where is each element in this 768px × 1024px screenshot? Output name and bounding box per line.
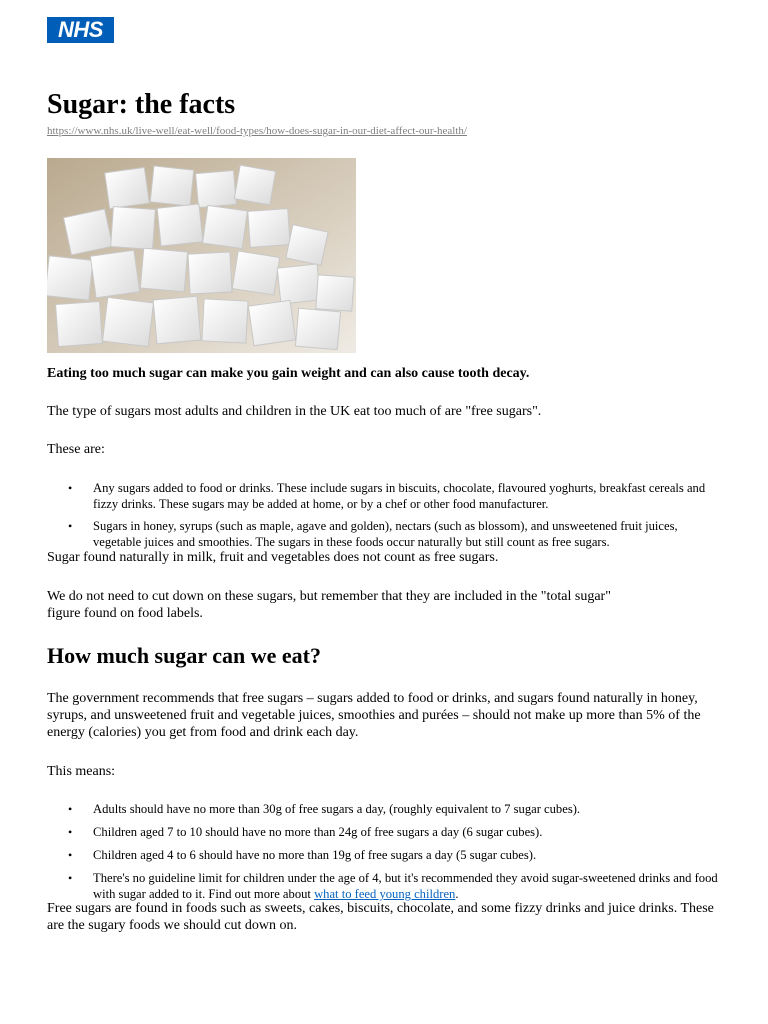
bullet: • [68, 802, 73, 816]
page-title: Sugar: the facts [47, 89, 236, 120]
bullet: • [68, 519, 73, 533]
list-item: • Any sugars added to food or drinks. These include sugars in biscuits, chocolate, flavoured yoghurts, breakfast cereals and fizzy drinks. These sugars may be added at home, or by a chef or other food manufacturer. [68, 481, 706, 511]
natural-sugars-note: Sugar found naturally in milk, fruit and vegetables does not count as free sugars. [47, 550, 499, 565]
sugar-cubes-photo [47, 158, 356, 353]
bullet: • [68, 848, 73, 862]
recommendation-text: The government recommends that free sugars – sugars added to food or drinks, and sugars found naturally in honey, syrups, and unsweetened fruit and vegetable juices, smoothies and purées – should not make up more than 5% of the energy (calories) you get from food and drink each day. [47, 691, 701, 740]
total-sugar-note: We do not need to cut down on these sugars, but remember that they are included in the "total sugar" figure found on food labels. [47, 589, 611, 621]
these-are-label: These are: [47, 442, 105, 457]
list-item: • Sugars in honey, syrups (such as maple, agave and golden), nectars (such as blossom), and unsweetened fruit juices, vegetable juices and smoothies. The sugars in these foods occur naturally but still count as free sugars. [68, 519, 678, 549]
nhs-logo-text: NHS [58, 17, 103, 42]
list-item: • There's no guideline limit for children under the age of 4, but it's recommended they avoid sugar-sweetened drinks and food with sugar added to it. Find out more about what to feed young children. [68, 871, 718, 901]
intro-text: Eating too much sugar can make you gain weight and can also cause tooth decay. [47, 366, 530, 381]
list-item: • Children aged 7 to 10 should have no more than 24g of free sugars a day (6 sugar cubes). [68, 825, 543, 839]
young-children-link[interactable]: what to feed young children [314, 887, 456, 901]
list-item: • Children aged 4 to 6 should have no more than 19g of free sugars a day (5 sugar cubes). [68, 848, 537, 862]
free-sugars-intro: The type of sugars most adults and children in the UK eat too much of are "free sugars". [47, 404, 542, 419]
nhs-logo[interactable] [47, 17, 114, 43]
sugary-foods-note: Free sugars are found in foods such as sweets, cakes, biscuits, chocolate, and some fizzy drinks and juice drinks. These are the sugary foods we should cut down on. [47, 901, 714, 933]
bullet: • [68, 871, 73, 885]
free-sugars-list [0, 480, 768, 550]
list-item: • Adults should have no more than 30g of free sugars a day, (roughly equivalent to 7 sugar cubes). [68, 802, 581, 816]
bullet: • [68, 481, 73, 495]
sugar-limits-list [0, 801, 768, 902]
bullet: • [68, 825, 73, 839]
source-url-link[interactable]: https://www.nhs.uk/live-well/eat-well/food-types/how-does-sugar-in-our-diet-affect-our-health/ [47, 125, 467, 137]
section-heading: How much sugar can we eat? [47, 643, 321, 668]
this-means-label: This means: [47, 764, 116, 779]
